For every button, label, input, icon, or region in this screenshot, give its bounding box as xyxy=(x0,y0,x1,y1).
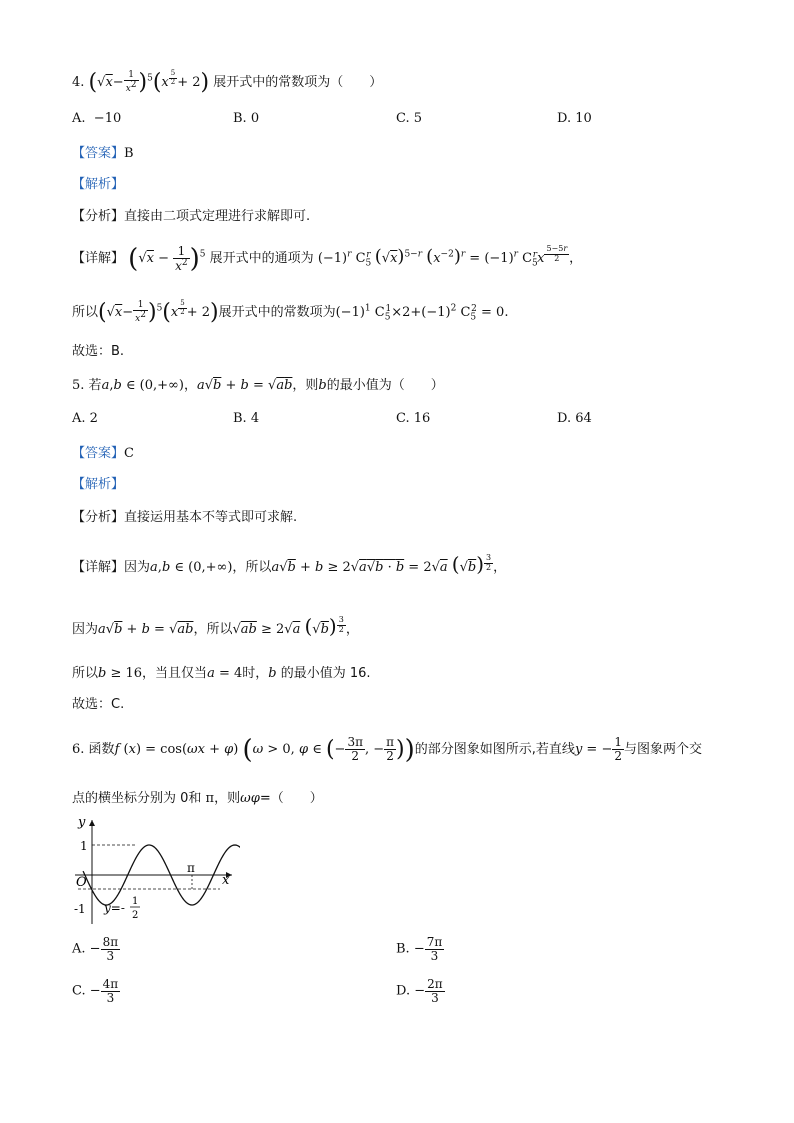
line-frac-n: 1 xyxy=(132,896,139,907)
option-value: 4 xyxy=(250,411,260,426)
q4-analysis-tag: 【解析】 xyxy=(72,177,125,192)
option-label: A. xyxy=(72,411,86,426)
xiangjie-mid: ，所以 xyxy=(232,560,272,575)
option-label: A. xyxy=(72,111,86,126)
q4-option-d[interactable] xyxy=(557,111,592,126)
option-label: B. xyxy=(396,941,410,957)
q5-line3: 所以b ≥ 16，当且仅当a = 4时，b 的最小值为 16. xyxy=(72,666,371,681)
line3-b: ，当且仅当 xyxy=(142,666,208,681)
q5-option-d[interactable] xyxy=(557,411,592,426)
xiangjie-tag: 【详解】 xyxy=(72,560,125,575)
line3-d: 的最小值为 16. xyxy=(280,666,371,681)
option-denominator: 3 xyxy=(430,948,439,963)
option-label: D. xyxy=(557,411,572,426)
fenxi-text: 直接由二项式定理进行求解即可. xyxy=(124,209,311,224)
line-frac-d: 2 xyxy=(132,910,139,921)
xiangjie-text: 展开式中的通项为 xyxy=(209,251,314,266)
fenxi-text: 直接运用基本不等式即可求解. xyxy=(124,510,298,525)
origin-label: O xyxy=(76,875,87,890)
cosine-graph xyxy=(70,812,240,930)
option-value: 5 xyxy=(413,111,423,126)
q6-stem-line2: 点的横坐标分别为 0和 π，则ωφ=（ ） xyxy=(72,791,323,806)
suoyi-text: 所以 xyxy=(72,305,99,320)
suoyi-tail: 展开式中的常数项为 xyxy=(218,305,336,320)
q5-stem-end: 的最小值为（ ） xyxy=(326,378,444,393)
option-value: −10 xyxy=(93,111,122,126)
q4-answer-line xyxy=(72,142,134,161)
option-label: D. xyxy=(557,111,572,126)
q6-stem-b: 的部分图象如图所示,若直线 xyxy=(414,742,575,757)
q6-stem-line2-a: 点的横坐标分别为 0和 xyxy=(72,791,202,806)
pi-label: π xyxy=(187,861,195,875)
q5-xiangjie-line: 【详解】因为a,b ∈ (0,+∞)，所以a√b + b ≥ 2√a√b · b = 2√a (√b) $^{\frac{3}{2}}$ ， xyxy=(72,552,507,576)
option-label: D. xyxy=(396,983,411,999)
q5-stem-mid: ， xyxy=(183,378,197,393)
q5-final: 故选：C. xyxy=(72,697,125,712)
cosine-graph-svg xyxy=(70,812,240,930)
line-label: y=- xyxy=(104,901,125,915)
q6-stem-c: 与图象两个交 xyxy=(624,742,703,757)
option-denominator: 3 xyxy=(106,990,115,1005)
option-numerator: 2π xyxy=(427,977,443,991)
q5-line2: 因为a√b + b = √ab，所以√ab ≥ 2√a (√b) $^{\frac{3}{2}}$ ， xyxy=(72,614,359,638)
option-value: 16 xyxy=(413,411,431,426)
x-axis-label: x xyxy=(222,873,230,888)
option-denominator: 3 xyxy=(431,990,439,1005)
q4-option-b[interactable] xyxy=(233,111,259,126)
q5-option-a[interactable] xyxy=(72,411,98,426)
option-numerator: 7π xyxy=(426,935,443,949)
q6-stem: 6. 函数f (x) = cos(ωx + φ) (ω > 0, φ ∈ (− $\frac{3\pi}{2}$ , − $\frac{\pi}{2}$ ))的部分图象如图所示,若直线y = − $\frac{1}{2}$ 与图象两个交 xyxy=(72,735,703,765)
q6-option-b[interactable]: B. − $\frac{7\pi}{3}$ xyxy=(396,935,443,963)
option-numerator: 4π xyxy=(102,977,119,991)
q5-answer-line xyxy=(72,442,134,461)
q4-final: 故选：B. xyxy=(72,344,125,359)
xiangjie-text: 因为 xyxy=(124,560,151,575)
line2-b: ，所以 xyxy=(193,622,233,637)
q6-option-a[interactable]: A. − $\frac{8\pi}{3}$ xyxy=(72,935,119,963)
q6-stem-a: 函数 xyxy=(88,742,115,757)
q5-analysis-tag: 【解析】 xyxy=(72,477,125,492)
option-label: C. xyxy=(72,983,86,999)
q4-stem-text: 展开式中的常数项为（ ） xyxy=(213,75,383,90)
answer-tag: 【答案】 xyxy=(72,446,125,461)
option-value: 64 xyxy=(575,411,592,426)
tick-minus1-label: -1 xyxy=(74,902,86,916)
option-denominator: 3 xyxy=(106,948,115,963)
q6-stem-line2-c: =（ ） xyxy=(259,791,323,806)
q4-suoyi-line: 所以(√x− $\frac{1}{x^2}$ )$^5$(x $^{\frac{5}{2}}$ + 2)展开式中的常数项为$(-1)^1$ $C_5^1\times 2+(-1)^2$ $C_5^2 = 0$. xyxy=(72,299,509,325)
xiangjie-tag: 【详解】 xyxy=(72,251,125,266)
q4-xiangjie-line: 【详解】 (√x − $\frac{1}{x^2}$ )$^5$ 展开式中的通项为 $(-1)^r$ $C_5^r$ $(√x)^{5-r}$ $(x^{-2})^r = (-1)^r$ $C_5^rx$ $^{\frac{5-5r}{2}}$ ， xyxy=(72,243,583,274)
tick-1-label: 1 xyxy=(80,839,88,853)
option-label: C. xyxy=(396,111,410,126)
q6-option-d[interactable]: D. − $\frac{2\pi}{3}$ xyxy=(396,977,443,1005)
fenxi-tag: 【分析】 xyxy=(72,209,125,224)
fenxi-tag: 【分析】 xyxy=(72,510,125,525)
line3-a: 所以 xyxy=(72,666,99,681)
q4-option-a[interactable] xyxy=(72,111,121,126)
q5-stem: 5. 若a,b ∈ (0,+∞)，a√b + b = √ab，则b的最小值为（ ） xyxy=(72,378,444,393)
option-label: B. xyxy=(233,111,247,126)
q5-option-b[interactable] xyxy=(233,411,259,426)
q6-stem-line2-b: ，则 xyxy=(214,791,241,806)
q5-fenxi-line xyxy=(72,506,297,525)
q6-option-c[interactable]: C. − $\frac{4\pi}{3}$ xyxy=(72,977,119,1005)
option-label: A. xyxy=(72,941,86,957)
q4-option-c[interactable] xyxy=(396,111,422,126)
q4-number: 4. xyxy=(72,75,85,90)
option-value: 0 xyxy=(250,111,260,126)
option-label: B. xyxy=(233,411,247,426)
line3-c: 时， xyxy=(242,666,269,681)
line2-a: 因为 xyxy=(72,622,99,637)
q5-number: 5. xyxy=(72,378,85,393)
q4-result: = 0 xyxy=(481,305,505,320)
option-value: 2 xyxy=(89,411,98,426)
q5-option-c[interactable] xyxy=(396,411,430,426)
y-axis-label: y xyxy=(78,815,86,830)
q5-stem-prefix: 若 xyxy=(88,378,102,393)
option-numerator: 8π xyxy=(102,935,119,949)
q5-stem-tail: ，则 xyxy=(292,378,319,393)
answer-value: C xyxy=(124,446,134,461)
option-label: C. xyxy=(396,411,410,426)
option-value: 10 xyxy=(575,111,592,126)
answer-value: B xyxy=(124,146,134,161)
q4-stem: 4. (√x− $\frac{1}{x^2}$ )$^5$(x $^{\frac{5}{2}}$ + 2) 展开式中的常数项为（ ） xyxy=(72,69,383,95)
answer-tag: 【答案】 xyxy=(72,146,125,161)
q6-number: 6. xyxy=(72,742,85,757)
q4-fenxi-line xyxy=(72,205,310,224)
